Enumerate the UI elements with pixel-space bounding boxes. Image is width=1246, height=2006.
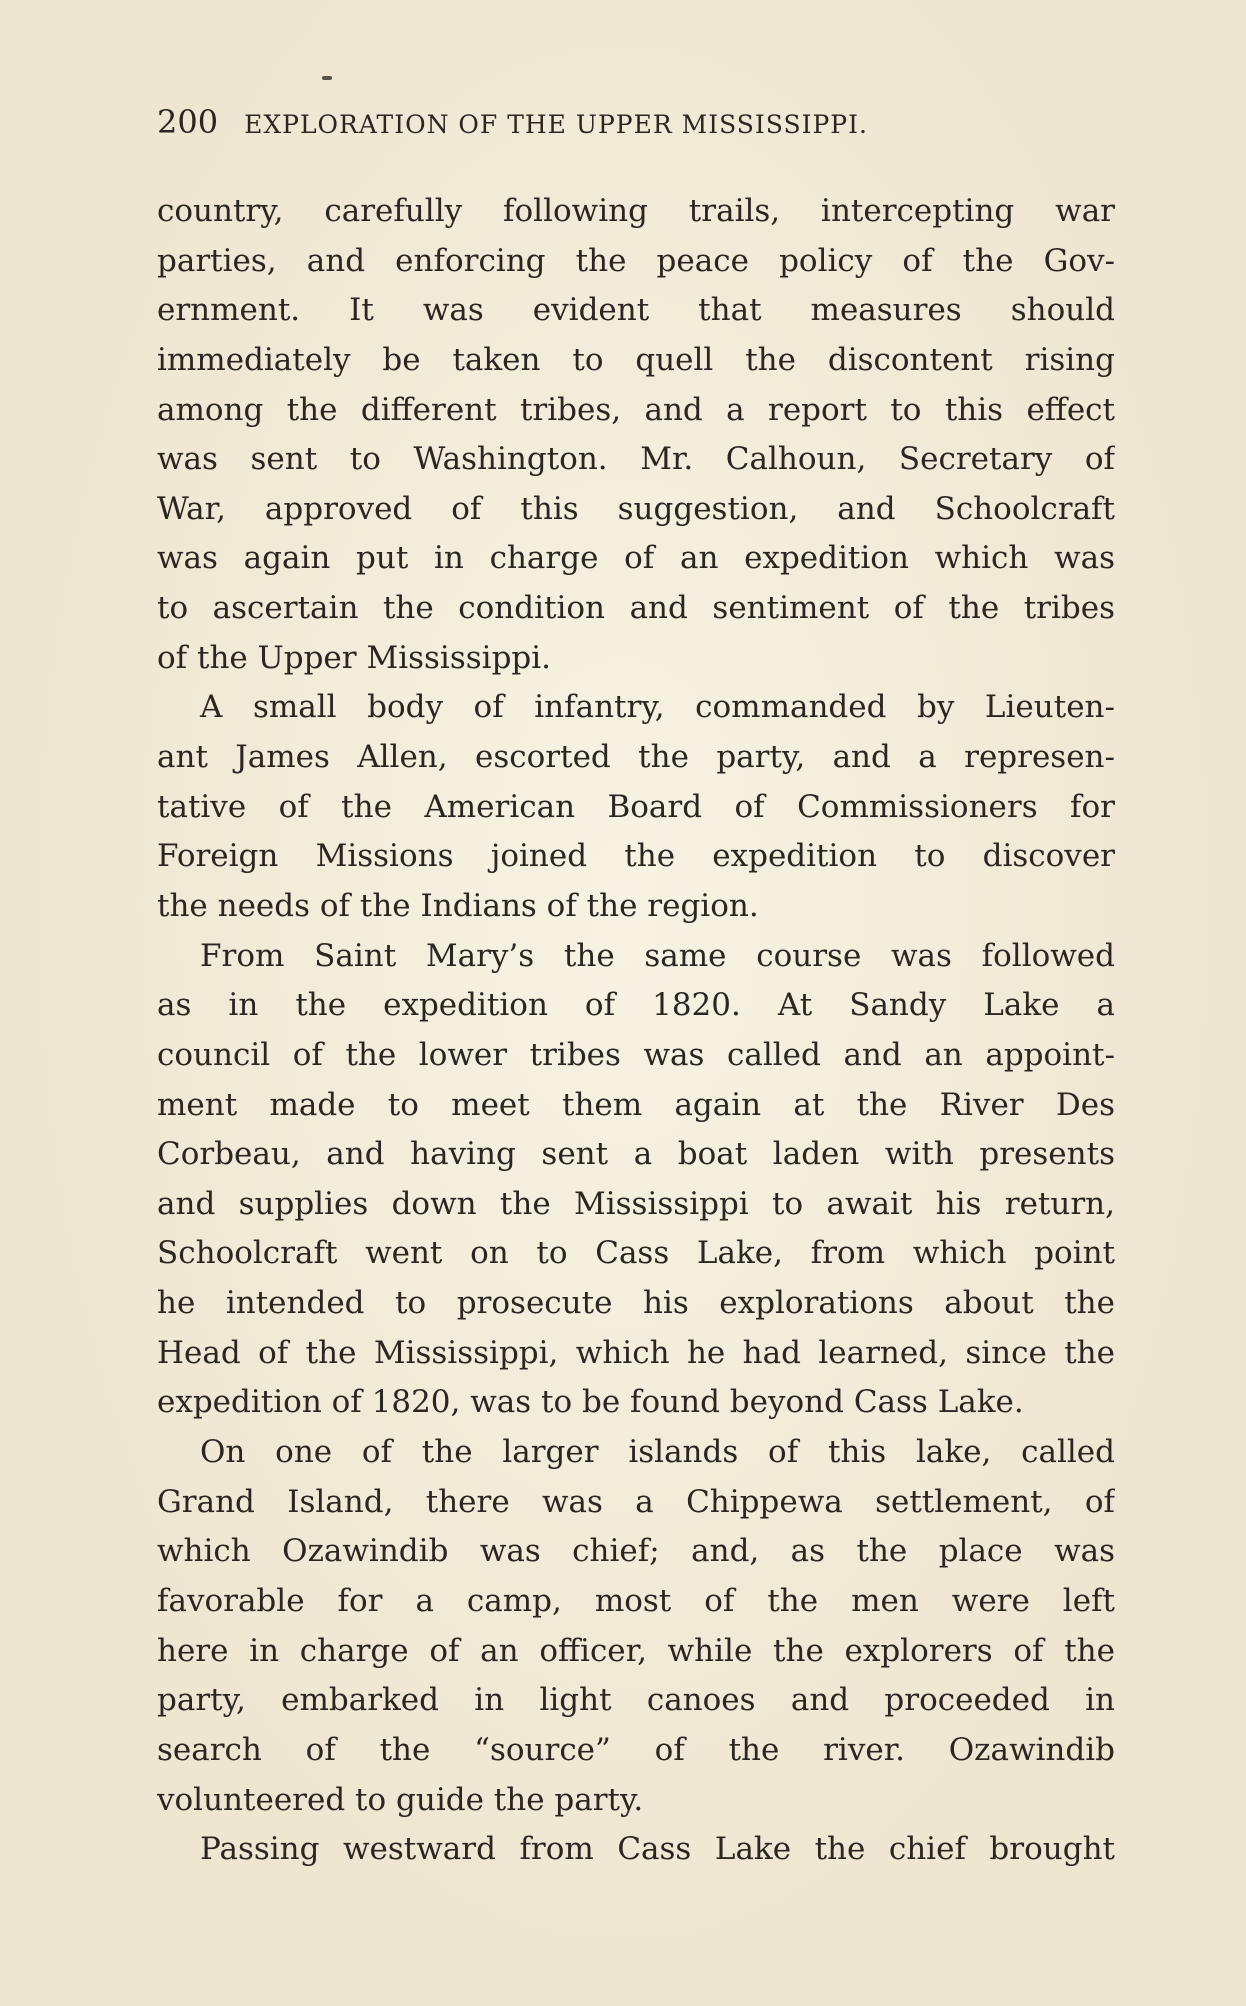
text-line: as in the expedition of 1820. At Sandy Lake a: [157, 987, 1115, 1024]
page-number: 200: [157, 103, 219, 141]
text-line: favorable for a camp, most of the men were left: [157, 1582, 1115, 1619]
text-line: here in charge of an officer, while the explorers of the: [157, 1632, 1115, 1669]
text-line: volunteered to guide the party.: [157, 1781, 644, 1818]
text-line: Head of the Mississippi, which he had learned, since the: [157, 1334, 1115, 1371]
text-line: of the Upper Mississippi.: [157, 639, 552, 676]
text-line: Grand Island, there was a Chippewa settlement, of: [157, 1483, 1115, 1520]
text-line: War, approved of this suggestion, and Schoolcraft: [157, 490, 1115, 527]
text-line: country, carefully following trails, intercepting war: [157, 193, 1115, 229]
text-line: Schoolcraft went on to Cass Lake, from which point: [157, 1235, 1115, 1272]
text-line: Foreign Missions joined the expedition to discover: [157, 838, 1115, 875]
text-line: search of the “source” of the river. Ozawindib: [157, 1731, 1115, 1768]
text-line: among the different tribes, and a report to this effect: [157, 391, 1115, 428]
text-line: council of the lower tribes was called and an appoint-: [157, 1036, 1115, 1073]
text-line: and supplies down the Mississippi to await his return,: [157, 1185, 1115, 1222]
text-line: ant James Allen, escorted the party, and a represen-: [157, 739, 1115, 776]
running-title: EXPLORATION OF THE UPPER MISSISSIPPI.: [244, 110, 868, 139]
text-line: was again put in charge of an expedition which was: [157, 540, 1115, 577]
text-line: Corbeau, and having sent a boat laden with presents: [157, 1136, 1115, 1173]
text-line: tative of the American Board of Commissioners for: [157, 788, 1115, 825]
text-line: was sent to Washington. Mr. Calhoun, Secretary of: [157, 441, 1115, 478]
text-line: the needs of the Indians of the region.: [157, 887, 759, 924]
print-mark: [322, 76, 332, 80]
text-line: which Ozawindib was chief; and, as the place was: [157, 1533, 1115, 1570]
text-line: immediately be taken to quell the discontent rising: [157, 341, 1115, 378]
text-line: From Saint Mary’s the same course was followed: [200, 937, 1115, 974]
body-text: [157, 187, 1115, 1875]
text-line: expedition of 1820, was to be found beyond Cass Lake.: [157, 1384, 1024, 1421]
text-line: A small body of infantry, commanded by Lieuten-: [200, 689, 1115, 726]
text-line: ment made to meet them again at the River Des: [157, 1086, 1115, 1123]
text-line: to ascertain the condition and sentiment of the tribes: [157, 590, 1115, 627]
text-line: parties, and enforcing the peace policy of the Gov-: [157, 242, 1115, 279]
text-line: ernment. It was evident that measures should: [157, 292, 1115, 329]
running-head: [157, 103, 1117, 147]
text-line: On one of the larger islands of this lake, called: [200, 1434, 1115, 1471]
text-line: party, embarked in light canoes and proceeded in: [157, 1682, 1115, 1719]
text-line: Passing westward from Cass Lake the chief brought: [200, 1831, 1115, 1868]
text-line: he intended to prosecute his explorations about the: [157, 1285, 1115, 1322]
